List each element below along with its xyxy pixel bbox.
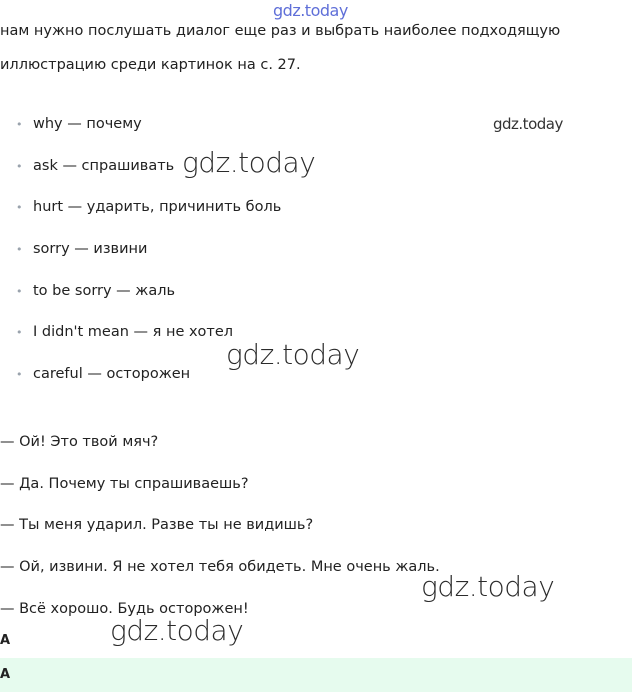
dialogue-line: — Всё хорошо. Будь осторожен! bbox=[0, 600, 249, 617]
dialogue-line: — Ты меня ударил. Разве ты не видишь? bbox=[0, 517, 314, 534]
bullet-icon: • bbox=[16, 243, 23, 257]
vocab-text: sorry — извини bbox=[33, 241, 148, 258]
bullet-icon: • bbox=[16, 368, 23, 382]
list-item bbox=[16, 229, 281, 271]
list-item bbox=[16, 104, 281, 146]
intro-paragraph: нам нужно послушать диалог еще раз и выбрать наиболее подходящую иллюстрацию среди картинок на с. 27. bbox=[0, 23, 561, 73]
dialogue-line: — Ой, извини. Я не хотел тебя обидеть. Мне очень жаль. bbox=[0, 559, 440, 576]
dialogue-line: — Да. Почему ты спрашиваешь? bbox=[0, 475, 249, 492]
dialogue-block bbox=[0, 422, 440, 630]
bullet-icon: • bbox=[16, 326, 23, 340]
vocab-text: careful — осторожен bbox=[33, 366, 191, 383]
vocab-text: hurt — ударить, причинить боль bbox=[33, 199, 282, 216]
watermark-top: gdz.today bbox=[273, 1, 348, 20]
answer-highlight-text: A bbox=[0, 667, 11, 682]
watermark-small: gdz.today bbox=[493, 115, 563, 133]
vocab-text: ask — спрашивать bbox=[33, 157, 175, 174]
bullet-icon: • bbox=[16, 159, 23, 173]
watermark-large: gdz.today bbox=[110, 614, 244, 647]
watermark-large: gdz.today bbox=[421, 570, 555, 603]
vocab-text: I didn't mean — я не хотел bbox=[33, 324, 234, 341]
watermark-large: gdz.today bbox=[226, 338, 360, 371]
bullet-icon: • bbox=[16, 284, 23, 298]
vocab-text: why — почему bbox=[33, 116, 142, 132]
bullet-icon: • bbox=[16, 118, 23, 131]
list-item bbox=[16, 271, 281, 313]
list-item bbox=[16, 187, 281, 229]
answer-label: A bbox=[0, 633, 11, 648]
dialogue-line: — Ой! Это твой мяч? bbox=[0, 434, 159, 450]
bullet-icon: • bbox=[16, 201, 23, 215]
watermark-large: gdz.today bbox=[182, 146, 316, 179]
answer-highlight-bar bbox=[0, 658, 632, 692]
vocab-text: to be sorry — жаль bbox=[33, 282, 176, 299]
